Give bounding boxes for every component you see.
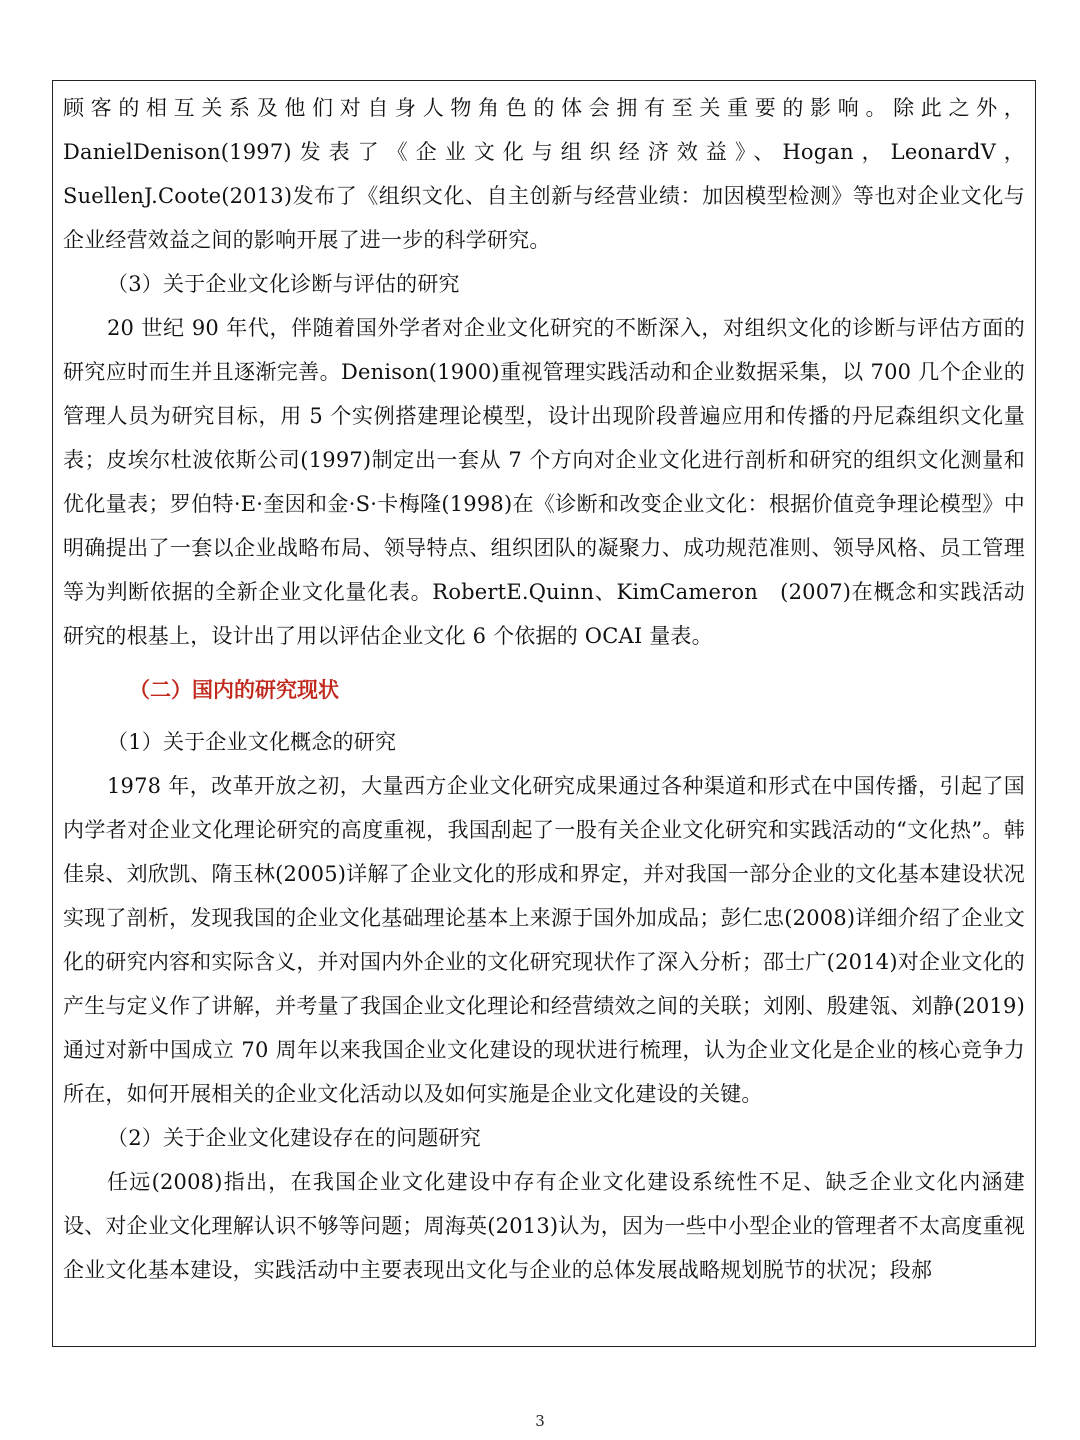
subheading-problem-research: （2）关于企业文化建设存在的问题研究 bbox=[107, 1126, 481, 1150]
subheading-diagnosis-evaluation: （3）关于企业文化诊断与评估的研究 bbox=[107, 272, 460, 296]
paragraph-concept-research: 1978 年，改革开放之初，大量西方企业文化研究成果通过各种渠道和形式在中国传播，引起了国内学者对企业文化理论研究的高度重视，我国刮起了一股有关企业文化研究和实践活动的“文化热”。韩佳泉、刘欣凯、隋玉林(2005)详解了企业文化的形成和界定，并对我国一部分企业的文化基本建设状况实现了剖析，发现我国的企业文化基础理论基本上来源于国外加成品；彭仁忠(2008)详细介绍了企业文化的研究内容和实际含义，并对国内外企业的文化研究现状作了深入分析；邵士广(2014)对企业文化的产生与定义作了讲解，并考量了我国企业文化理论和经营绩效之间的关联；刘刚、殷建瓴、刘静(2019)通过对新中国成立 70 周年以来我国企业文化建设的现状进行梳理，认为企业文化是企业的核心竞争力所在，如何开展相关的企业文化活动以及如何实施是企业文化建设的关键。 bbox=[63, 774, 1025, 1106]
subheading-concept-research: （1）关于企业文化概念的研究 bbox=[107, 730, 397, 754]
section-heading-domestic-research: （二）国内的研究现状 bbox=[129, 677, 339, 702]
document-frame bbox=[52, 80, 1036, 1347]
paragraph-foreign-performance-continued: 顾客的相互关系及他们对自身人物角色的体会拥有至关重要的影响。除此之外，DanielDenison(1997)发表了《企业文化与组织经济效益》、Hogan，LeonardV，SuellenJ.Coote(2013)发布了《组织文化、自主创新与经营业绩：加因模型检测》等也对企业文化与企业经营效益之间的影响开展了进一步的科学研究。 bbox=[63, 96, 1025, 252]
paragraph-problem-research: 任远(2008)指出，在我国企业文化建设中存有企业文化建设系统性不足、缺乏企业文化内涵建设、对企业文化理解认识不够等问题；周海英(2013)认为，因为一些中小型企业的管理者不太高度重视企业文化基本建设，实践活动中主要表现出文化与企业的总体发展战略规划脱节的状况；段郝 bbox=[63, 1170, 1025, 1282]
page-number: 3 bbox=[535, 1412, 545, 1430]
paragraph-diagnosis-evaluation: 20 世纪 90 年代，伴随着国外学者对企业文化研究的不断深入，对组织文化的诊断与评估方面的研究应时而生并且逐渐完善。Denison(1900)重视管理实践活动和企业数据采集，以 700 几个企业的管理人员为研究目标，用 5 个实例搭建理论模型，设计出现阶段普遍应用和传播的丹尼森组织文化量表；皮埃尔杜波依斯公司(1997)制定出一套从 7 个方向对企业文化进行剖析和研究的组织文化测量和优化量表；罗伯特·E·奎因和金·S·卡梅隆(1998)在《诊断和改变企业文化：根据价值竞争理论模型》中明确提出了一套以企业战略布局、领导特点、组织团队的凝聚力、成功规范准则、领导风格、员工管理等为判断依据的全新企业文化量化表。RobertE.Quinn、KimCameron (2007)在概念和实践活动研究的根基上，设计出了用以评估企业文化 6 个依据的 OCAI 量表。 bbox=[63, 316, 1025, 648]
